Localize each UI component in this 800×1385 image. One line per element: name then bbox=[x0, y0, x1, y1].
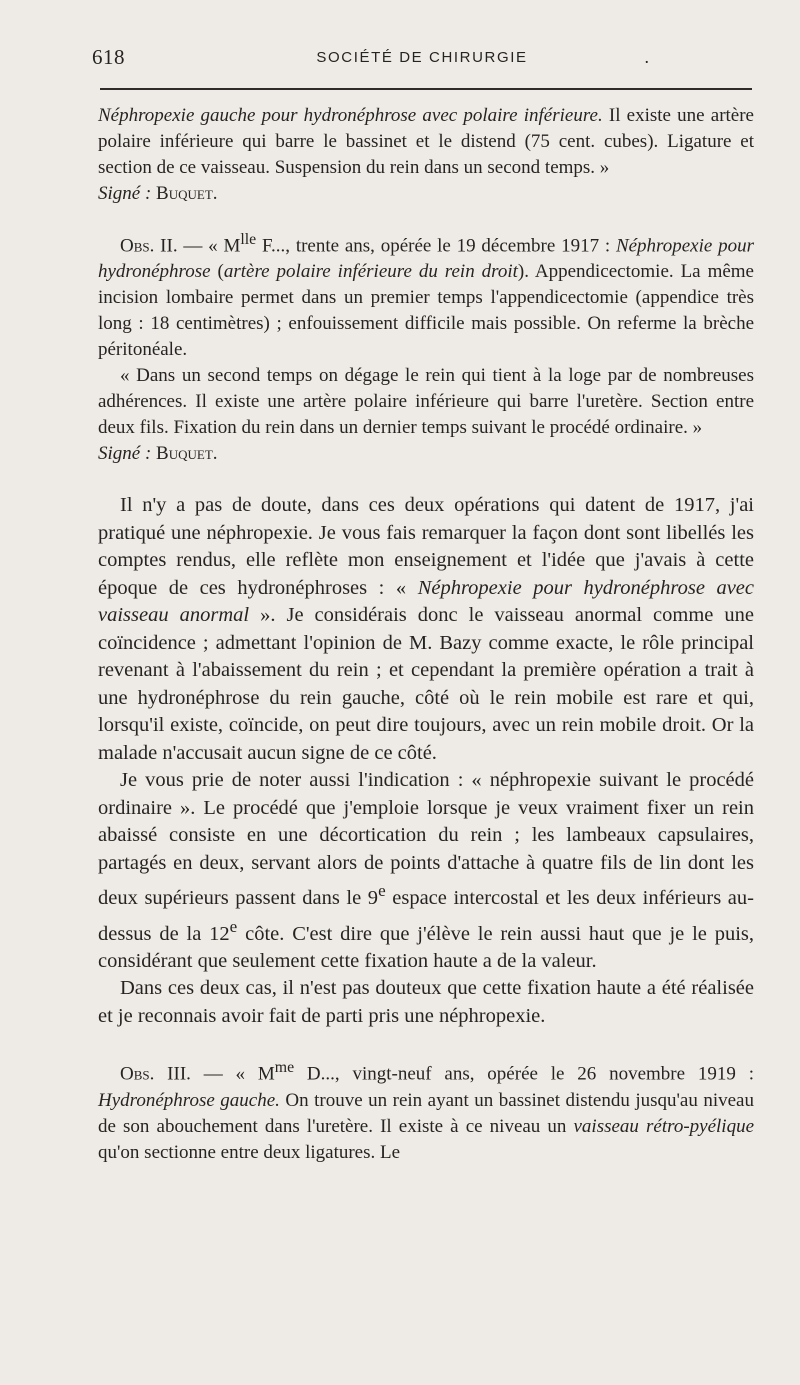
observation-3: Obs. III. — « $M^{me}$ D..., vingt-neuf ans, opérée le 26 novembre 1919 : Hydronéphrose gauche. On trouve un rein ayant un bassinet distendu jusqu'au niveau de son abouchement dans l'uretère. Il existe à ce niveau un vaisseau rétro-pyélique qu'on sectionne entre deux ligatures. Le bbox=[98, 1059, 755, 1163]
header-rule bbox=[100, 88, 752, 90]
running-title: SOCIÉTÉ DE CHIRURGIE bbox=[316, 49, 528, 66]
page-body bbox=[98, 103, 754, 1166]
body-paragraph-2: Je vous prie de noter aussi l'indication : « néphropexie suivant le procédé ordinaire ». Le procédé que j'emploie lorsque je veux vraiment fixer un rein abaissé consiste en une décortication du rein ; les lambeaux capsulaires, partagés en deux, servant alors de points d'attache à quatre fils de lin dont les deux supérieurs passent dans le 9e espace intercostal et les deux inférieurs au-dessus de la 12e côte. C'est dire que j'élève le rein aussi haut que je le puis, considérant que seulement cette fixation haute a de la valeur. bbox=[98, 769, 754, 972]
page-number: 618 bbox=[92, 45, 125, 69]
body-paragraph-3: Dans ces deux cas, il n'est pas douteux que cette fixation haute a été réalisée et je reconnais avoir fait de parti pris une néphropexie. bbox=[98, 977, 754, 1027]
signature: Signé : Buquet. bbox=[98, 443, 218, 465]
main-discussion bbox=[98, 492, 754, 1030]
page-header bbox=[92, 45, 752, 75]
body-paragraph-1: Il n'y a pas de doute, dans ces deux opérations qui datent de 1917, j'ai pratiqué une néphropexie. Je vous fais remarquer la façon dont sont libellés les comptes rendus, elle reflète mon enseignement et l'idée que j'avais à cette époque de ces hydronéphroses : « Néphropexie pour hydronéphrose avec vaisseau anormal ». Je considérais donc le vaisseau anormal comme une coïncidence ; admettant l'opinion de M. Bazy comme exacte, le rôle principal revenant à l'abaissement du rein ; et cependant la première opération a trait à une hydronéphrose du rein gauche, côté où le rein mobile est rare et qui, lorsqu'il existe, coïncide, on peut dire toujours, avec un rein mobile droit. Or la malade n'accusait aucun signe de ce côté. bbox=[98, 494, 755, 764]
signature: Signé : Buquet. bbox=[98, 183, 218, 204]
case-title: Néphropexie gauche pour hydronéphrose avec polaire inférieure. bbox=[98, 105, 603, 126]
case-paragraph: Néphropexie gauche pour hydronéphrose avec polaire inférieure. Il existe une artère polaire inférieure qui barre le bassinet et le distend (75 cent. cubes). Ligature et section de ce vaisseau. Suspension du rein dans un second temps. » bbox=[98, 105, 754, 178]
observation-2-continued: « Dans un second temps on dégage le rein qui tient à la loge par de nombreuses adhérences. Il existe une artère polaire inférieure qui barre l'uretère. Section entre deux fils. Fixation du rein dans un dernier temps suivant le procédé ordinaire. » bbox=[98, 365, 754, 439]
observation-2: Obs. II. — « $M^{lle}$ F..., trente ans, opérée le 19 décembre 1917 : Néphropexie pour hydronéphrose (artère polaire inférieure du rein droit). Appendicectomie. La même incision lombaire permet dans un premier temps l'appendicectomie (appendice très long : 18 centimètres) ; enfouissement difficile mais possible. On referme la brèche péritonéale. bbox=[98, 231, 754, 361]
header-mark: . bbox=[644, 47, 649, 67]
